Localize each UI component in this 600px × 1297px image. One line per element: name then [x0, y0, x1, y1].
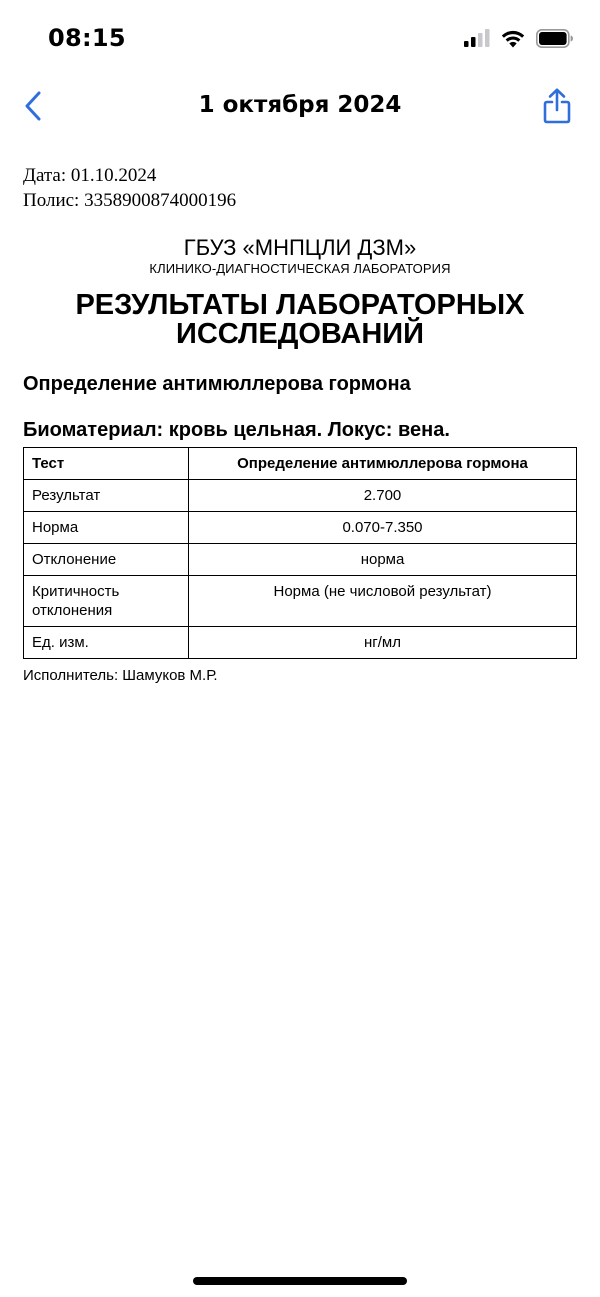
biomaterial-info: Биоматериал: кровь цельная. Локус: вена.: [23, 419, 450, 441]
organization-name: ГБУЗ «МНПЦЛИ ДЗМ»: [183, 235, 417, 260]
status-time: 08:15: [48, 24, 126, 52]
status-bar: [0, 0, 600, 70]
table-row: [24, 576, 577, 627]
row-label: Результат: [24, 480, 189, 512]
row-label: Норма: [24, 512, 189, 544]
table-header-row: [24, 448, 577, 480]
results-table: [23, 447, 577, 659]
share-icon: [543, 88, 571, 124]
row-label: Отклонение: [24, 544, 189, 576]
table-row: [24, 512, 577, 544]
test-name: Определение антимюллерова гормона: [23, 373, 411, 395]
row-value: 0.070-7.350: [189, 512, 577, 544]
share-button[interactable]: [540, 84, 574, 128]
executor-name: Исполнитель: Шамуков М.Р.: [23, 667, 218, 684]
status-icons: [464, 27, 574, 49]
page-title: 1 октября 2024: [198, 92, 402, 118]
table-row: [24, 480, 577, 512]
wifi-icon: [500, 29, 526, 48]
row-label: Ед. изм.: [24, 627, 189, 659]
table-header-value: Определение антимюллерова гормона: [189, 448, 577, 480]
home-indicator[interactable]: [193, 1277, 407, 1285]
report-title: РЕЗУЛЬТАТЫ ЛАБОРАТОРНЫХ ИССЛЕДОВАНИЙ: [75, 289, 525, 350]
nav-bar: [0, 80, 600, 134]
table-row: [24, 544, 577, 576]
report-date: Дата: 01.10.2024: [23, 165, 157, 186]
lab-report-document: [23, 163, 577, 685]
table-row: [24, 627, 577, 659]
table-header-label: Тест: [24, 448, 189, 480]
row-value: Норма (не числовой результат): [189, 576, 577, 627]
row-value: норма: [189, 544, 577, 576]
battery-icon: [536, 29, 574, 48]
organization-subtitle: КЛИНИКО-ДИАГНОСТИЧЕСКАЯ ЛАБОРАТОРИЯ: [149, 261, 451, 276]
row-label: Критичность отклонения: [24, 576, 189, 627]
row-value: 2.700: [189, 480, 577, 512]
policy-number: Полис: 3358900874000196: [23, 190, 237, 211]
cellular-signal-icon: [464, 29, 490, 47]
row-value: нг/мл: [189, 627, 577, 659]
